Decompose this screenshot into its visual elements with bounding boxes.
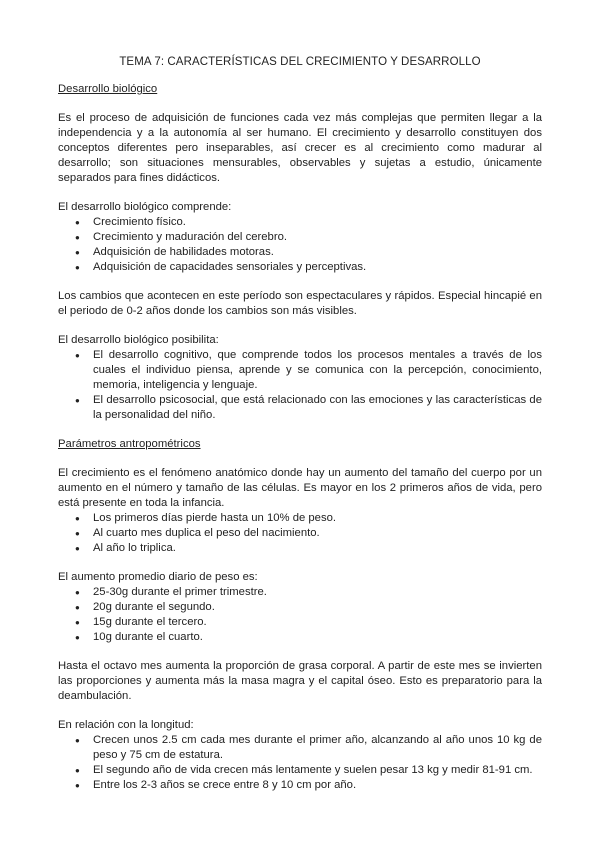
bullet-list-longitud bbox=[58, 733, 542, 793]
list-item: ● El segundo año de vida crecen más lentamente y suelen pesar 13 kg y medir 81-91 cm. bbox=[93, 763, 542, 778]
list-item: ● Crecimiento y maduración del cerebro. bbox=[93, 230, 542, 245]
list-item: ● Crecen unos 2.5 cm cada mes durante el primer año, alcanzando al año unos 10 kg de peso y 75 cm de estatura. bbox=[93, 733, 542, 763]
list-item: ● 15g durante el tercero. bbox=[93, 615, 542, 630]
paragraph-antropo-intro: El crecimiento es el fenómeno anatómico donde hay un aumento del tamaño del cuerpo por un aumento en el número y tamaño de las células. Es mayor en los 2 primeros años de vida, pero está presente en toda la infancia. bbox=[58, 467, 542, 509]
list-item: ● Entre los 2-3 años se crece entre 8 y 10 cm por año. bbox=[93, 778, 542, 793]
list-item: ● 20g durante el segundo. bbox=[93, 600, 542, 615]
list-item: ● Crecimiento físico. bbox=[93, 215, 542, 230]
list-lead-aumento: El aumento promedio diario de peso es: bbox=[58, 571, 258, 583]
list-item: ● Al año lo triplica. bbox=[93, 541, 542, 556]
section-heading-parametros-antropometricos: Parámetros antropométricos bbox=[58, 438, 201, 450]
bullet-list-comprende bbox=[58, 215, 542, 275]
list-item: ● 25-30g durante el primer trimestre. bbox=[93, 585, 542, 600]
list-item: ● Al cuarto mes duplica el peso del nacimiento. bbox=[93, 526, 542, 541]
list-item: ● Adquisición de habilidades motoras. bbox=[93, 245, 542, 260]
paragraph-grasa: Hasta el octavo mes aumenta la proporción de grasa corporal. A partir de este mes se invierten las proporciones y aumenta más la masa magra y el capital óseo. Esto es preparatorio para la deambulación. bbox=[58, 660, 542, 702]
list-item: ● 10g durante el cuarto. bbox=[93, 630, 542, 645]
list-item: ● Adquisición de capacidades sensoriales y perceptivas. bbox=[93, 260, 542, 275]
bullet-list-aumento bbox=[58, 585, 542, 645]
list-lead-comprende: El desarrollo biológico comprende: bbox=[58, 201, 232, 213]
list-item: ● Los primeros días pierde hasta un 10% de peso. bbox=[93, 511, 542, 526]
list-lead-posibilita: El desarrollo biológico posibilita: bbox=[58, 334, 219, 346]
page-title: TEMA 7: CARACTERÍSTICAS DEL CRECIMIENTO Y DESARROLLO bbox=[119, 56, 481, 68]
paragraph-bio-intro: Es el proceso de adquisición de funciones cada vez más complejas que permiten llegar a la independencia y a la autonomía al ser humano. El crecimiento y desarrollo constituyen dos conceptos diferentes pero inseparables, así crecer es al crecimiento como madurar al desarrollo; son situaciones mensurables, observables y sujetas a estudio, únicamente separados para fines didácticos. bbox=[58, 112, 542, 184]
list-item: ● El desarrollo psicosocial, que está relacionado con las emociones y las características de la personalidad del niño. bbox=[93, 393, 542, 423]
list-lead-longitud: En relación con la longitud: bbox=[58, 719, 194, 731]
paragraph-cambios: Los cambios que acontecen en este período son espectaculares y rápidos. Especial hincapié en el periodo de 0-2 años donde los cambios son más visibles. bbox=[58, 290, 542, 317]
list-item: ● El desarrollo cognitivo, que comprende todos los procesos mentales a través de los cuales el individuo piensa, aprende y se comunica con la percepción, conocimiento, memoria, inteligencia y lenguaje. bbox=[93, 348, 542, 393]
bullet-list-peso bbox=[58, 511, 542, 556]
bullet-list-posibilita bbox=[58, 348, 542, 423]
section-heading-desarrollo-biologico: Desarrollo biológico bbox=[58, 83, 158, 95]
